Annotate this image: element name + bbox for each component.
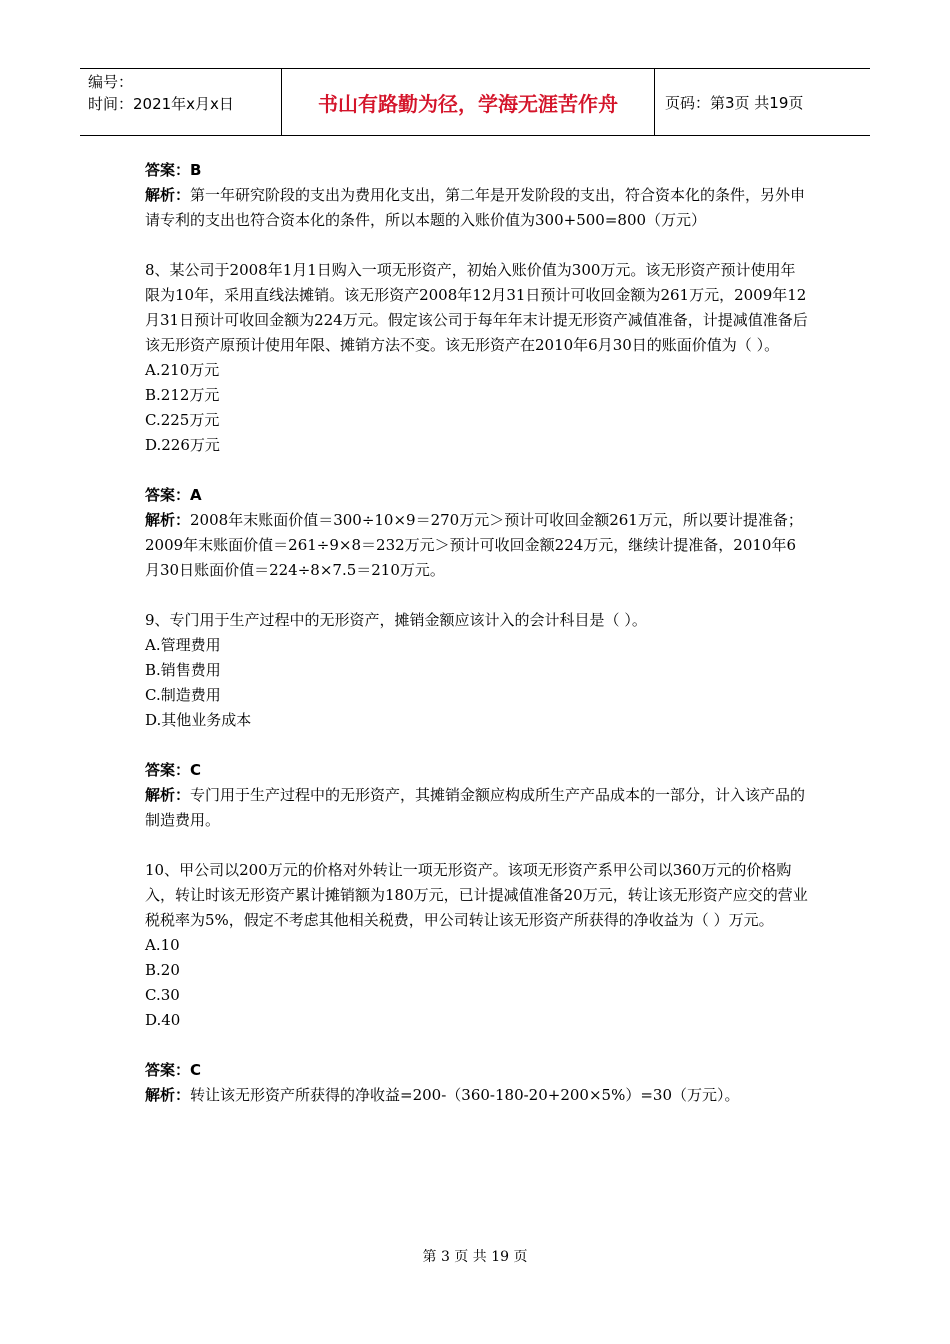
- option-b: B.212万元: [145, 386, 220, 404]
- analysis-text: 转让该无形资产所获得的净收益=200-（360-180-20+200×5%）=30（万元）。: [190, 1086, 740, 1104]
- option-b: B.20: [145, 961, 180, 979]
- option-a: A.管理费用: [145, 636, 221, 654]
- header-page-number: 页码：第3页 共19页: [665, 93, 804, 112]
- option-a: A.10: [145, 936, 180, 954]
- answer-line: [145, 158, 810, 183]
- option-a: A.210万元: [145, 361, 220, 379]
- answer-value: A: [190, 486, 202, 504]
- analysis-label: 解析：: [145, 1086, 191, 1104]
- question-text: 8、某公司于2008年1月1日购入一项无形资产，初始入账价值为300万元。该无形资产预计使用年限为10年，采用直线法摊销。该无形资产2008年12月31日预计可收回金额为261万元，2009年12月31日预计可收回金额为224万元。假定该公司于每年年末计提无形资产减值准备，计提减值准备后该无形资产原预计使用年限、摊销方法不变。该无形资产在2010年6月30日的账面价值为（ ）。: [145, 261, 808, 354]
- option-b: B.销售费用: [145, 661, 221, 679]
- answer-value: B: [190, 161, 202, 179]
- analysis-line: [145, 783, 810, 833]
- analysis-text: 第一年研究阶段的支出为费用化支出，第二年是开发阶段的支出，符合资本化的条件，另外申请专利的支出也符合资本化的条件，所以本题的入账价值为300+500=800（万元）: [145, 186, 806, 229]
- answer-label: 答案：: [145, 1061, 191, 1079]
- answer-block: [145, 158, 810, 233]
- page-header: [80, 68, 870, 136]
- answer-block: [145, 1058, 810, 1108]
- answer-label: 答案：: [145, 486, 191, 504]
- answer-label: 答案：: [145, 161, 191, 179]
- answer-value: C: [190, 1061, 202, 1079]
- question-text: 9、专门用于生产过程中的无形资产，摊销金额应该计入的会计科目是（ ）。: [145, 611, 647, 629]
- document-body: [145, 158, 810, 1108]
- analysis-text: 专门用于生产过程中的无形资产，其摊销金额应构成所生产产品成本的一部分，计入该产品的制造费用。: [145, 786, 806, 829]
- analysis-text: 2008年末账面价值＝300÷10×9＝270万元＞预计可收回金额261万元，所以要计提准备；2009年末账面价值＝261÷9×8＝232万元＞预计可收回金额224万元，继续计提准备，2010年6月30日账面价值＝224÷8×7.5＝210万元。: [145, 511, 803, 579]
- page-footer: 第 3 页 共 19 页: [422, 1249, 528, 1265]
- analysis-label: 解析：: [145, 511, 191, 529]
- answer-block: [145, 483, 810, 583]
- option-c: C.225万元: [145, 411, 220, 429]
- option-c: C.制造费用: [145, 686, 221, 704]
- analysis-label: 解析：: [145, 186, 191, 204]
- answer-block: [145, 758, 810, 833]
- analysis-line: [145, 1083, 810, 1108]
- answer-line: [145, 758, 810, 783]
- option-d: D.其他业务成本: [145, 711, 252, 729]
- analysis-line: [145, 183, 810, 233]
- answer-label: 答案：: [145, 761, 191, 779]
- analysis-label: 解析：: [145, 786, 191, 804]
- header-meta: [80, 69, 282, 135]
- question-block: [145, 258, 810, 458]
- analysis-line: [145, 508, 810, 583]
- option-d: D.40: [145, 1011, 181, 1029]
- question-block: [145, 608, 810, 733]
- document-time-label: 时间：2021年x月x日: [88, 95, 234, 113]
- answer-line: [145, 1058, 810, 1083]
- question-block: [145, 858, 810, 1033]
- question-text: 10、甲公司以200万元的价格对外转让一项无形资产。该项无形资产系甲公司以360万元的价格购入，转让时该无形资产累计摊销额为180万元，已计提减值准备20万元，转让该无形资产应交的营业税税率为5%，假定不考虑其他相关税费，甲公司转让该无形资产所获得的净收益为（ ）万元。: [145, 861, 808, 929]
- option-d: D.226万元: [145, 436, 220, 454]
- option-c: C.30: [145, 986, 180, 1004]
- document-number-label: 编号：: [88, 73, 134, 91]
- header-motto: 书山有路勤为径，学海无涯苦作舟: [282, 69, 655, 135]
- answer-line: [145, 483, 810, 508]
- answer-value: C: [190, 761, 202, 779]
